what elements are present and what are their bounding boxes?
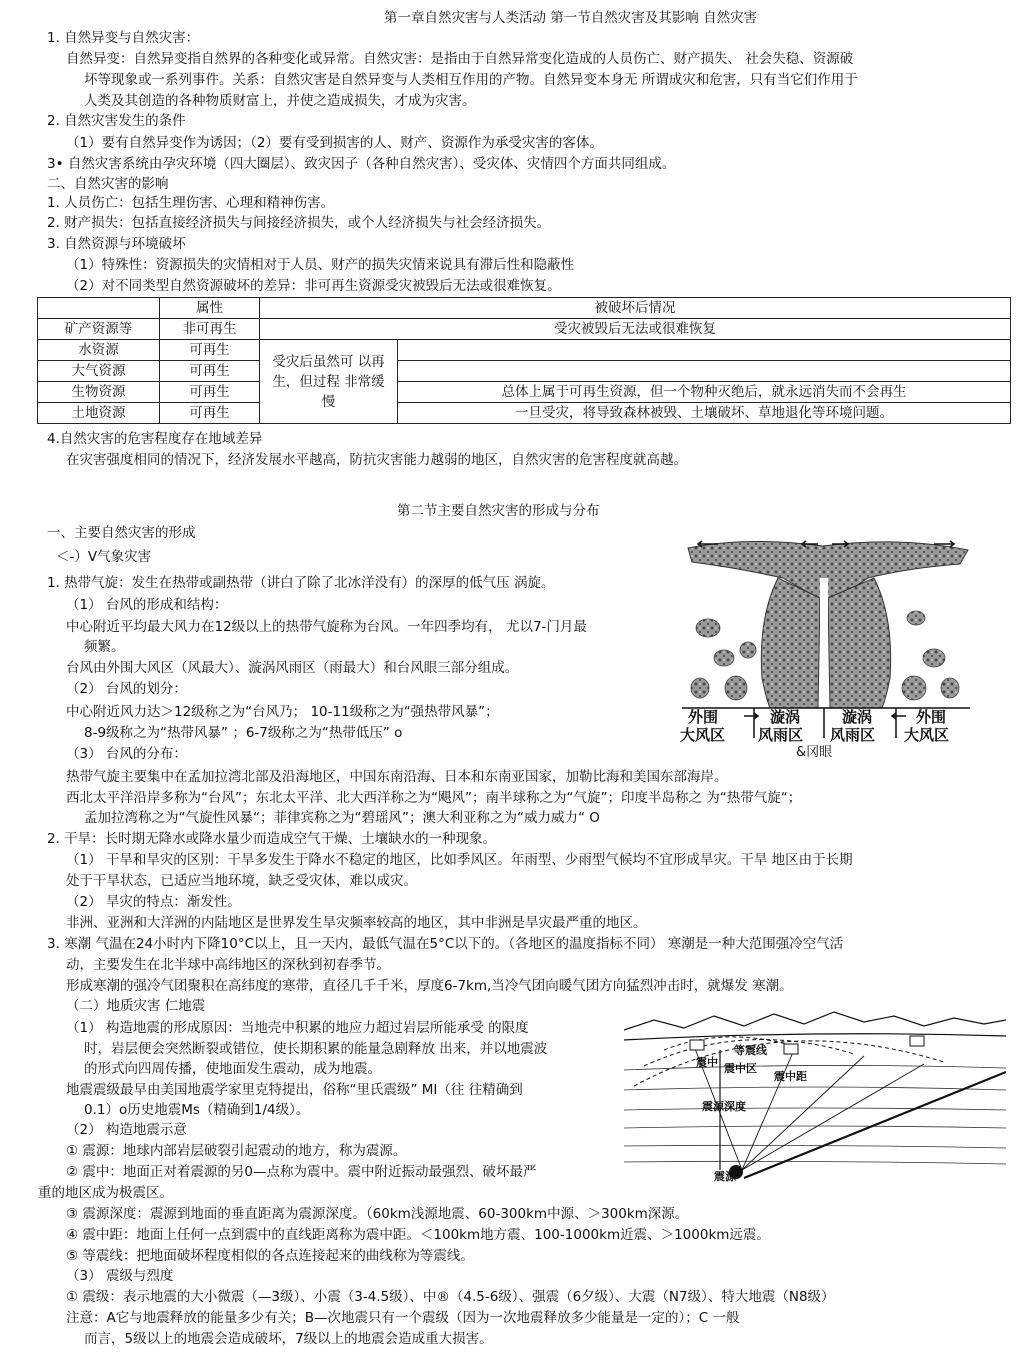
text-line: 4.自然灾害的危害程度存在地域差异 [47,431,263,447]
table-row [38,340,1011,361]
text-line: 形成寒潮的强冷气团聚积在高纬度的寒带，直径几千千米，厚度6-7km,当冷气团向暖气团方向猛烈冲击时，就爆发 寒潮。 [66,978,793,994]
text-line: 3• 自然灾害系统由孕灾环境（四大圈层）、致灾因子（各种自然灾害）、受灾体、灾情四个方面共同组成。 [47,156,676,172]
text-line: （1）要有自然异变作为诱因；（2）要有受到损害的人、财产、资源作为承受灾害的客体。 [66,135,603,151]
text-line: （1） 台风的形成和结构： [66,597,228,613]
text-line: （2） 旱灾的特点：渐发性。 [66,894,241,910]
text-line: ③ 震源深度：震源到地面的垂直距离为震源深度。（60km浅源地震、60-300km中源、＞300km深源。 [66,1206,689,1222]
table-row [38,319,1011,340]
text-line: （2） 台风的划分： [66,681,187,697]
figure-label: 震源深度 [702,1100,746,1113]
figure-label: 等震线 [734,1044,767,1057]
text-line: 台风由外围大风区（风最大）、漩涡风雨区（雨最大）和台风眼三部分组成。 [66,660,519,676]
text-line: （二）地质灾害 仁地震 [66,998,206,1014]
figure-label: 震源 [714,1170,736,1182]
text-line: 孟加拉湾称之为“气旋性风暴“；菲律宾称之为“碧瑶风”；澳大利亚称之为“威力威力“ O [84,810,600,826]
text-line: ① 震源：地球内部岩层破裂引起震动的地方，称为震源。 [66,1143,407,1159]
text-line: ② 震中：地面正对着震源的另0—点称为震中。震中附近振动最强烈、破坏最严 [66,1164,537,1180]
table-row [38,403,1011,424]
figure-label: 风雨区 [830,726,876,744]
text-line: 人类及其创造的各种物质财富上，并使之造成损失，才成为灾害。 [84,93,476,109]
quake-mountain-line [624,1012,1006,1030]
text-line: 0.1）o历史地震Ms（精确到1/4级）。 [84,1102,310,1118]
text-line: 在灾害强度相同的情况下，经济发展水平越高，防抗灾害能力越弱的地区，自然灾害的危害程度就高越。 [66,452,687,468]
text-line: 1. 自然异变与自然灾害： [47,30,200,46]
text-line: 中心附近风力达＞12级称之为“台风乃； 10-11级称之为“强热带风暴”； [66,704,499,720]
figure-label: 震中距 [774,1070,807,1083]
figure-label: 风雨区 [758,726,804,744]
figure-label: 震中 [696,1056,718,1069]
table-cell: 可再生 [160,340,260,361]
text-line: 一、主要自然灾害的形成 [47,525,196,541]
table-cell [398,361,1011,382]
figure-label: 漩涡 [842,708,873,726]
table-row [38,361,1011,382]
text-line: 8-9级称之为“热带风暴” ；6-7级称之为“热带低压” o [84,725,403,741]
text-line: 注意：A它与地震释放的能量多少有关；B—次地震只有一个震级（因为一次地震释放多少能量是一定的）；C 一般 [66,1310,740,1326]
table-cell: 生物资源 [38,382,160,403]
figure-label: 震中区 [724,1062,757,1075]
text-line: 动，主要发生在北半球中高纬地区的深秋到初春季节。 [66,957,390,973]
figure-label: 大风区 [904,726,950,744]
chapter-title: 第一章自然灾害与人类活动 第一节自然灾害及其影响 自然灾害 [384,10,758,26]
text-line: （3） 台风的分布： [66,746,187,762]
figure-label: 漩涡 [770,708,801,726]
text-line: 热带气旋主要集中在孟加拉湾北部及沿海地区，中国东南沿海、日本和东南亚国家，加勒比海和美国东部海岸。 [66,769,728,785]
text-line: （1）特殊性：资源损失的灾情相对于人员、财产的损失灾情来说具有滞后性和隐蔽性 [66,257,575,273]
text-line: 2. 干旱：长时期无降水或降水量少而造成空气干燥、土壤缺水的一种现象。 [47,831,497,847]
text-line: 自然异变：自然异变指自然界的各种变化或异常。自然灾害：是指由于自然异常变化造成的人员伤亡、财产损失、 社会失稳、资源破 [66,51,854,67]
earthquake-structure-figure [624,1010,1006,1182]
text-line: 的形式向四周传播，使地面发生震动，成为地震。 [84,1061,381,1077]
table-cell: 土地资源 [38,403,160,424]
text-line: 3. 自然资源与环境破坏 [47,236,186,252]
typhoon-eye [820,578,828,708]
text-line: 而言，5级以上的地震会造成破坏，7级以上的地震会造成重大损害。 [84,1331,493,1347]
section-title: 第二节主要自然灾害的形成与分布 [397,503,600,519]
text-line: ④ 震中距：地面上任何一点到震中的直线距离称为震中距。＜100km地方震、100-1000km近震、＞1000km远震。 [66,1227,770,1243]
text-line: 非洲、亚洲和大洋洲的内陆地区是世界发生旱灾频率较高的地区，其中非洲是旱灾最严重的地区。 [66,915,647,931]
text-line: ① 震级：表示地震的大小微震（—3级）、小震（3-4.5级）、中®（4.5-6级）、强震（6夕级）、大震（N7级）、特大地震（N8级） [66,1289,835,1305]
text-line: ＜-）V气象灾害 [56,549,152,565]
figure-caption: &冈眼 [796,745,833,760]
table-cell [398,340,1011,361]
table-cell: 水资源 [38,340,160,361]
figure-label: 外围 [688,708,719,726]
text-line: 重的地区成为极震区。 [38,1185,173,1201]
text-line: 1. 人员伤亡：包括生理伤害、心理和精神伤害。 [47,195,335,211]
table-cell: 总体上属于可再生资源，但一个物种灭绝后，就永远消失而不会再生 [398,382,1011,403]
text-line: 1. 热带气旋：发生在热带或副热带（讲白了除了北冰洋没有）的深厚的低气压 涡旋。 [47,575,555,591]
text-line: 处于干旱状态，已适应当地环境，缺乏受灾体，难以成灾。 [66,873,417,889]
text-line: 3. 寒潮 气温在24小时内下降10°C以上，且一天内，最低气温在5°C以下的。（各地区的温度指标不同） 寒潮是一种大范围强冷空气活 [47,936,844,952]
text-line: 坏等现象或一系列事件。关系：自然灾害是自然异变与人类相互作用的产物。自然异变本身无 所谓成灾和危害，只有当它们作用于 [84,72,858,88]
table-cell: 大气资源 [38,361,160,382]
table-header-cell: 属性 [160,298,260,319]
text-line: 时，岩层便会突然断裂或错位，使长期积累的能量急剧释放 出来，并以地震波 [84,1041,548,1057]
text-line: 西北太平洋沿岸多称为“台风”；东北太平洋、北大西洋称之为“飓风”；南半球称之为“气旋”；印度半岛称之 为“热带气旋“； [66,790,802,806]
figure-label: 外围 [916,708,947,726]
text-line: （2）对不同类型自然资源破坏的差异：非可再生资源受灾被毁后无法或很难恢复。 [66,278,561,294]
text-line: （2） 构造地震示意 [66,1122,187,1138]
figure-label: 大风区 [680,726,726,744]
table-cell: 可再生 [160,382,260,403]
table-cell: 一旦受灾，将导致森林被毁、土壤破坏、草地退化等环境问题。 [398,403,1011,424]
table-cell: 非可再生 [160,319,260,340]
typhoon-structure-figure [678,538,974,762]
table-cell: 可再生 [160,361,260,382]
table-row [38,382,1011,403]
text-line: ⑤ 等震线：把地面破坏程度相似的各点连接起来的曲线称为等震线。 [66,1248,474,1264]
table-header-cell [38,298,160,319]
text-line: （1） 构造地震的形成原因：当地壳中积累的地应力超过岩层所能承受 的限度 [66,1020,529,1036]
text-line: 二、自然灾害的影响 [47,176,169,192]
text-line: 中心附近平均最大风力在12级以上的热带气旋称为台风。一年四季均有， 尤以7-门月最 [66,619,587,635]
table-cell: 受灾被毁后无法或很难恢复 [260,319,1011,340]
table-header-cell: 被破坏后情况 [260,298,1011,319]
text-line: 地震震级最早由美国地震学家里克特提出，俗称“里氏震级” MI（往 往精确到 [66,1082,523,1098]
text-line: （1） 干旱和旱灾的区别：干旱多发生于降水不稳定的地区，比如季风区。年雨型、少雨型气候均不宜形成旱灾。干旱 地区由于长期 [66,852,853,868]
text-line: （3） 震级与烈度 [66,1268,174,1284]
table-cell: 矿产资源等 [38,319,160,340]
table-merged-cell: 受灾后虽然可 以再生，但过程 非常缓慢 [260,340,398,424]
text-line: 2. 财产损失：包括直接经济损失与间接经济损失，或个人经济损失与社会经济损失。 [47,215,551,231]
text-line: 频繁。 [84,639,125,655]
resource-damage-table [37,297,1011,424]
typhoon-right-wall [828,578,891,708]
typhoon-left-wall [761,578,820,708]
text-line: 2. 自然灾害发生的条件 [47,113,186,129]
table-cell: 可再生 [160,403,260,424]
table-header-row [38,298,1011,319]
